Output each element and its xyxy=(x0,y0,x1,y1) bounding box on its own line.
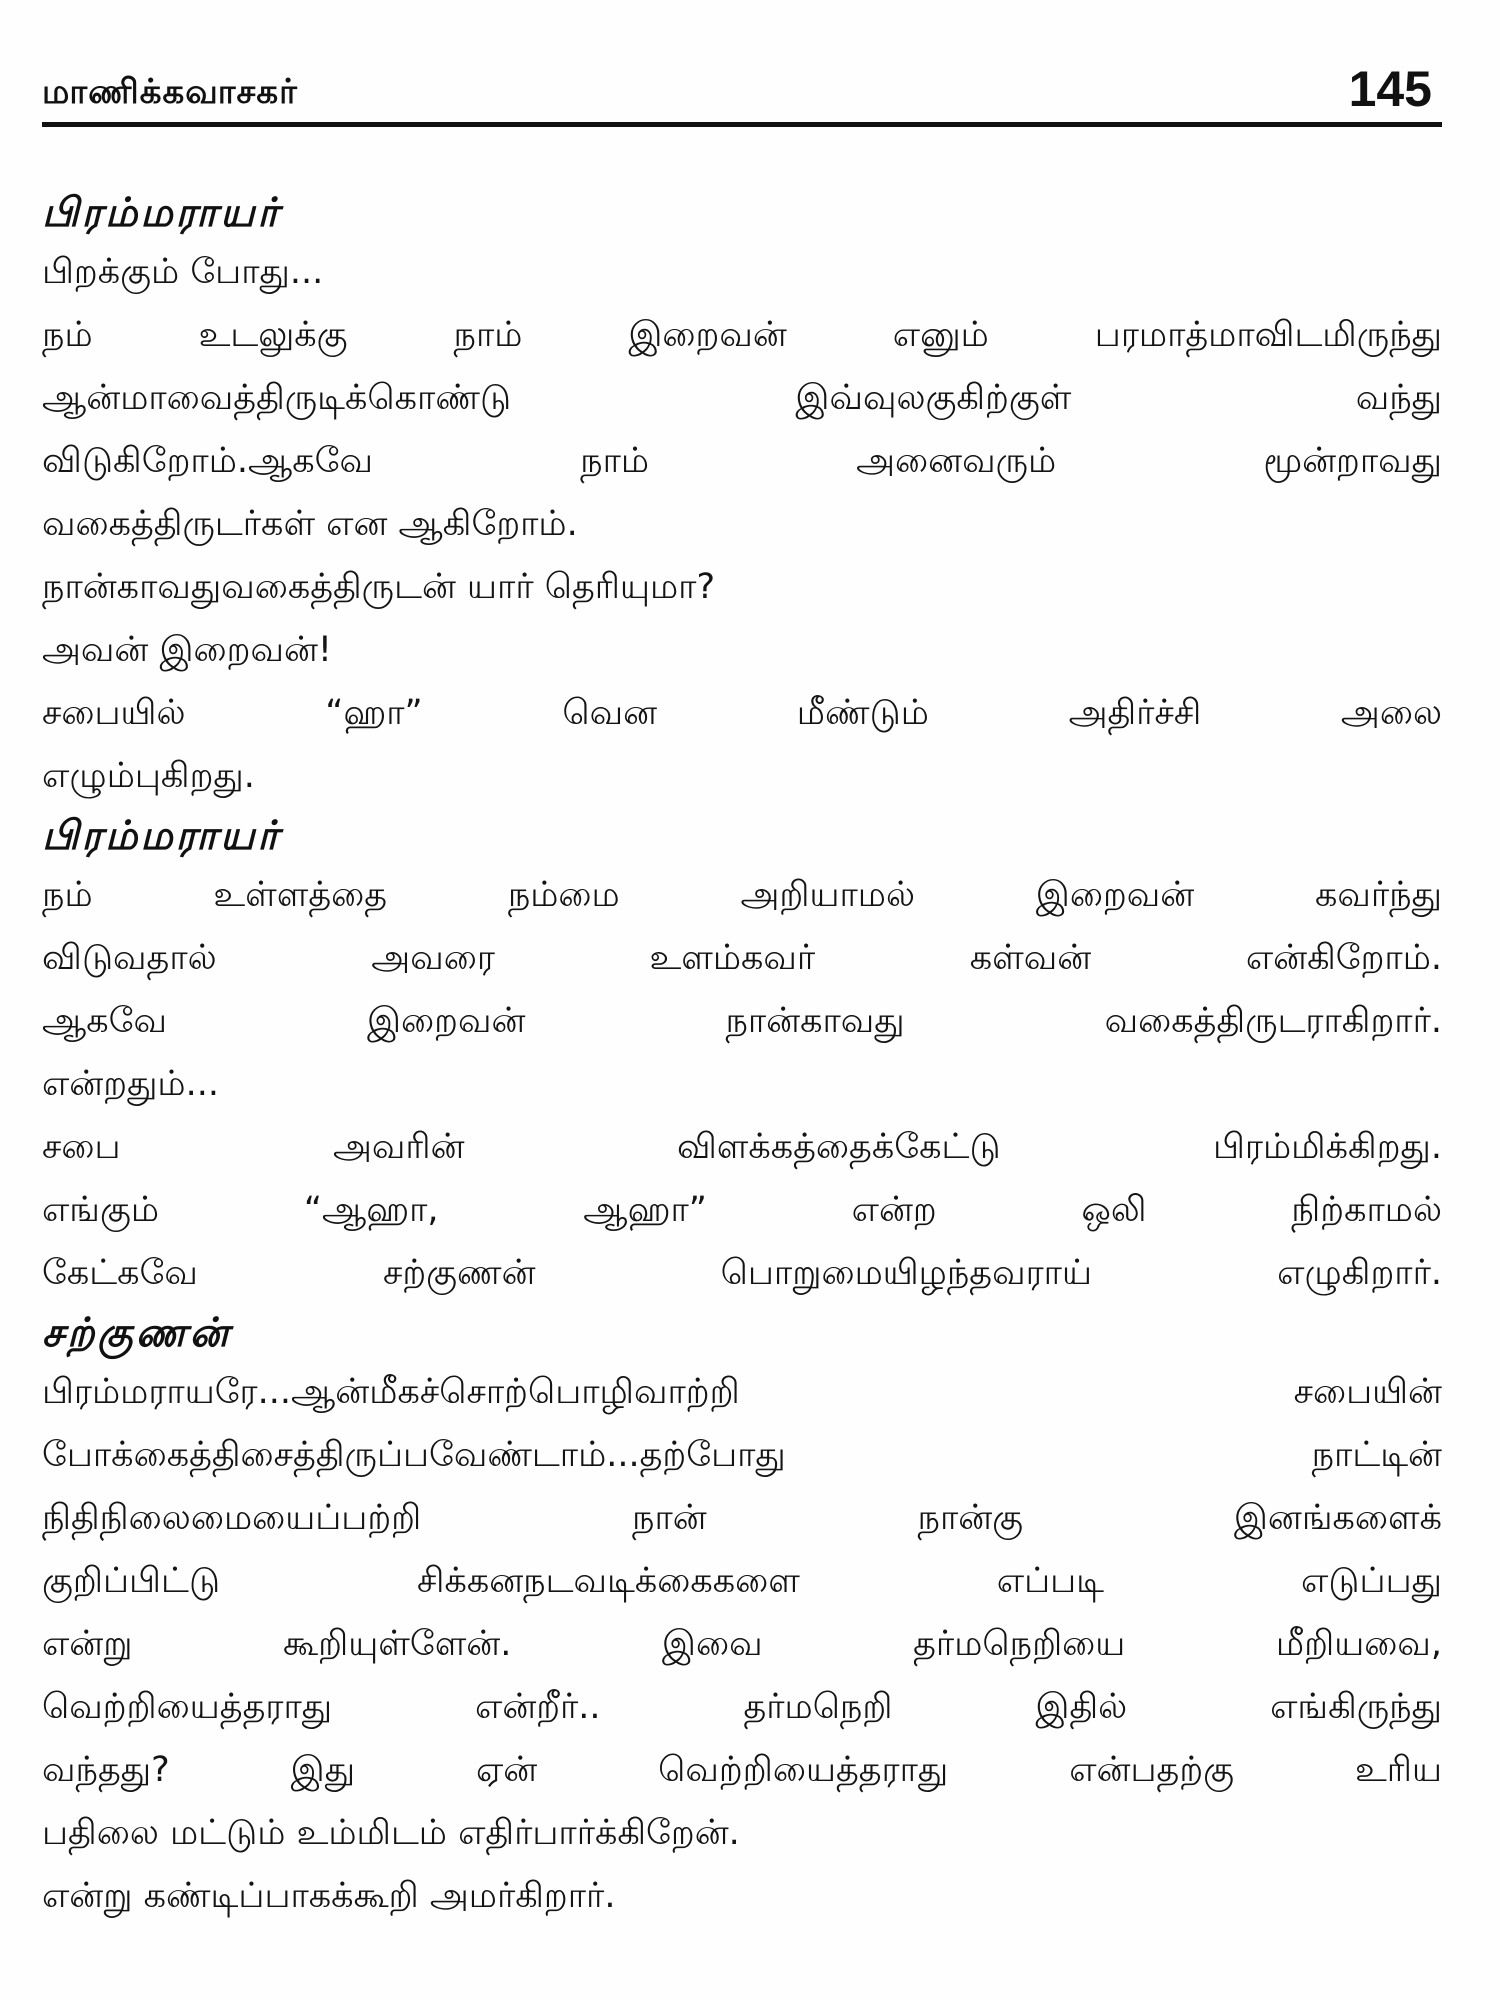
text-line: பதிலை மட்டும் உம்மிடம் எதிர்பார்க்கிறேன். xyxy=(42,1813,740,1853)
text-line: பிறக்கும் போது... xyxy=(42,252,324,292)
text-line: வகைத்திருடர்கள் என ஆகிறோம். xyxy=(42,504,578,544)
text-line: விடுவதால் அவரை உளம்கவர் கள்வன் என்கிறோம். xyxy=(42,938,1442,978)
text-line: சபை அவரின் விளக்கத்தைக்கேட்டு பிரம்மிக்கிறது. xyxy=(42,1127,1442,1167)
text-line: நான்காவதுவகைத்திருடன் யார் தெரியுமா? xyxy=(42,567,716,607)
text-line: பிரம்மராயரே...ஆன்மீகச்சொற்பொழிவாற்றி சபையின் xyxy=(42,1372,1442,1412)
text-line: எங்கும் “ஆஹா, ஆஹா” என்ற ஒலி நிற்காமல் xyxy=(42,1190,1442,1230)
text-line: என்று கண்டிப்பாகக்கூறி அமர்கிறார். xyxy=(42,1876,616,1916)
page-header xyxy=(42,60,1442,130)
text-line: விடுகிறோம்.ஆகவே நாம் அனைவரும் மூன்றாவது xyxy=(42,441,1442,481)
text-line: வெற்றியைத்தராது என்றீர்.. தர்மநெறி இதில் எங்கிருந்து xyxy=(42,1687,1442,1727)
speaker-name: பிரம்மராயர் xyxy=(42,190,282,236)
speaker-name: சற்குணன் xyxy=(42,1310,232,1356)
text-line: வந்தது? இது ஏன் வெற்றியைத்தராது என்பதற்கு உரிய xyxy=(42,1750,1442,1790)
text-line: குறிப்பிட்டு சிக்கனநடவடிக்கைகளை எப்படி எடுப்பது xyxy=(42,1561,1442,1601)
text-line: ஆன்மாவைத்திருடிக்கொண்டு இவ்வுலகுகிற்குள் வந்து xyxy=(42,378,1442,418)
text-line: நம் உள்ளத்தை நம்மை அறியாமல் இறைவன் கவர்ந்து xyxy=(42,875,1442,915)
header-rule xyxy=(42,122,1442,127)
page-body xyxy=(42,185,1442,1928)
text-line: ஆகவே இறைவன் நான்காவது வகைத்திருடராகிறார். xyxy=(42,1001,1442,1041)
text-line: அவன் இறைவன்! xyxy=(42,630,332,670)
text-line: கேட்கவே சற்குணன் பொறுமையிழந்தவராய் எழுகிறார். xyxy=(42,1253,1442,1293)
text-line: என்று கூறியுள்ளேன். இவை தர்மநெறியை மீறியவை, xyxy=(42,1624,1442,1664)
text-line: என்றதும்... xyxy=(42,1064,219,1104)
text-line: போக்கைத்திசைத்திருப்பவேண்டாம்...தற்போது நாட்டின் xyxy=(42,1435,1442,1475)
text-line: சபையில் “ஹா” வென மீண்டும் அதிர்ச்சி அலை xyxy=(42,693,1442,733)
running-title: மாணிக்கவாசகர் xyxy=(42,72,298,112)
text-line: நம் உடலுக்கு நாம் இறைவன் எனும் பரமாத்மாவிடமிருந்து xyxy=(42,315,1442,355)
text-line: நிதிநிலைமையைப்பற்றி நான் நான்கு இனங்களைக் xyxy=(42,1498,1442,1538)
page-number: 145 xyxy=(1348,61,1432,117)
text-line: எழும்புகிறது. xyxy=(42,756,255,796)
speaker-name: பிரம்மராயர் xyxy=(42,813,282,859)
